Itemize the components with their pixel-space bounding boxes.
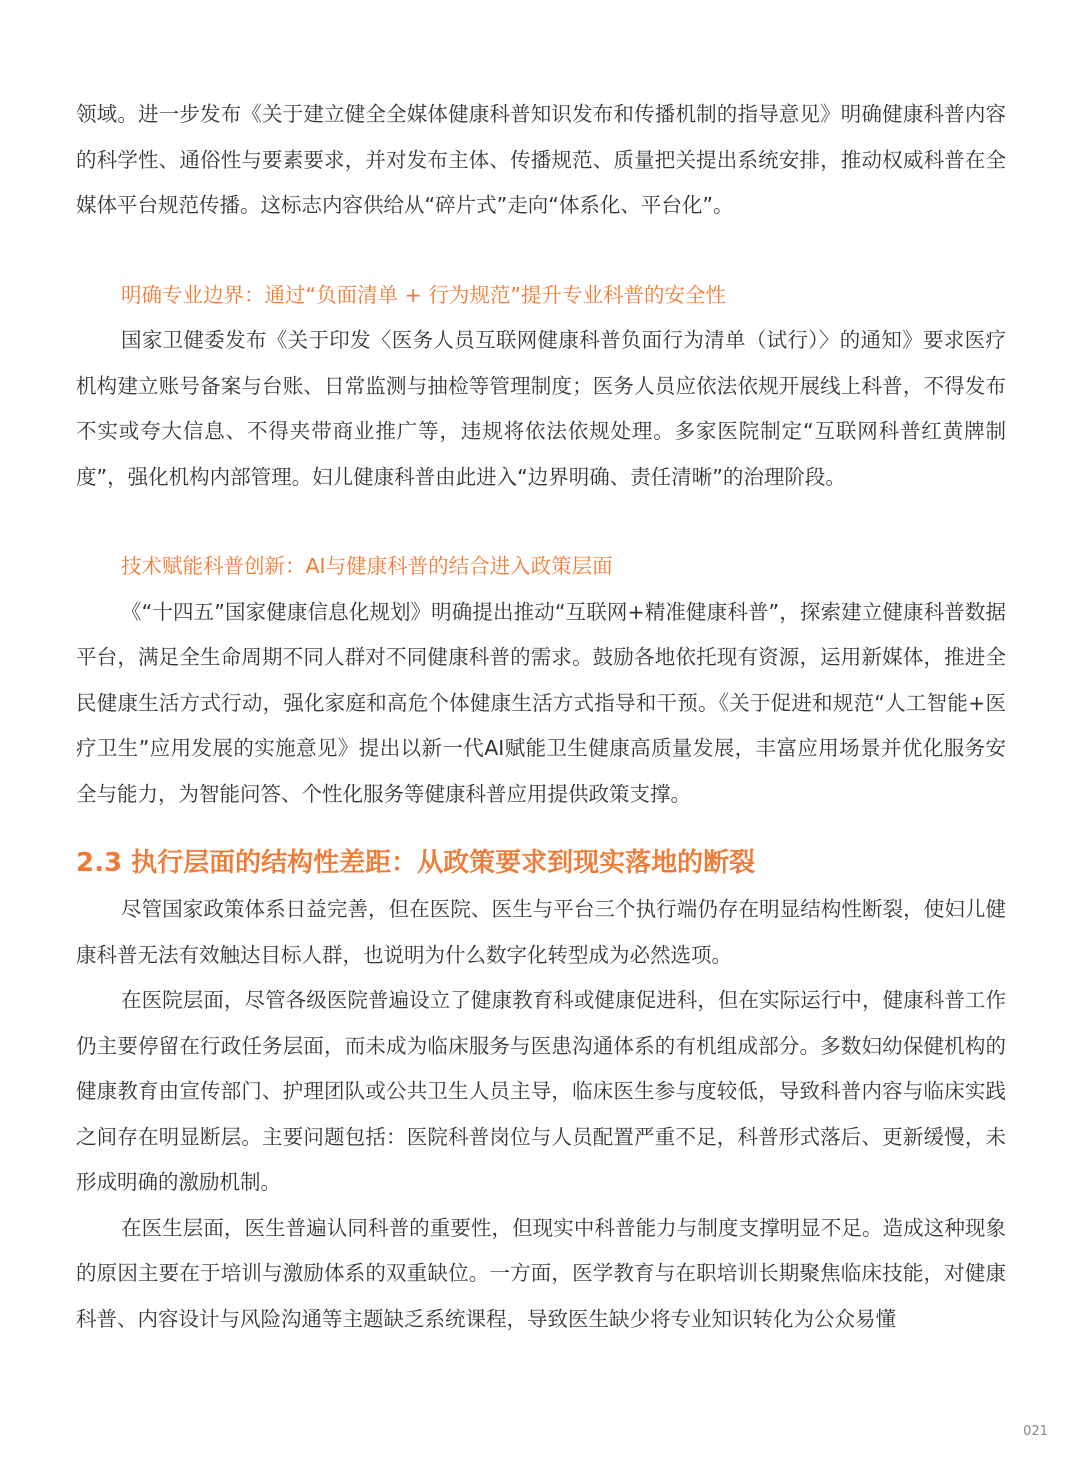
section-2-3-paragraph-1: 尽管国家政策体系日益完善，但在医院、医生与平台三个执行端仍存在明显结构性断裂，使妇儿健康科普无法有效触达目标人群，也说明为什么数字化转型成为必然选项。	[76, 897, 1006, 967]
subsection-title-ai-empowerment: 技术赋能科普创新：AI与健康科普的结合进入政策层面	[121, 554, 613, 578]
section-2-3-paragraph-2: 在医院层面，尽管各级医院普遍设立了健康教育科或健康促进科，但在实际运行中，健康科普工作仍主要停留在行政任务层面，而未成为临床服务与医患沟通体系的有机组成部分。多数妇幼保健机构的健康教育由宣传部门、护理团队或公共卫生人员主导，临床医生参与度较低，导致科普内容与临床实践之间存在明显断层。主要问题包括：医院科普岗位与人员配置严重不足，科普形式落后、更新缓慢，未形成明确的激励机制。	[76, 988, 1006, 1194]
subsection-body-ai-empowerment: 《“十四五”国家健康信息化规划》明确提出推动“互联网+精准健康科普”，探索建立健康科普数据平台，满足全生命周期不同人群对不同健康科普的需求。鼓励各地依托现有资源，运用新媒体，推进全民健康生活方式行动，强化家庭和高危个体健康生活方式指导和干预。《关于促进和规范“人工智能+医疗卫生”应用发展的实施意见》提出以新一代AI赋能卫生健康高质量发展，丰富应用场景并优化服务安全与能力，为智能问答、个性化服务等健康科普应用提供政策支撑。	[76, 599, 1006, 806]
spacer	[76, 500, 1006, 544]
spacer	[76, 817, 1006, 839]
spacer	[76, 229, 1006, 273]
subsection-title-professional-boundary: 明确专业边界：通过“负面清单 + 行为规范”提升专业科普的安全性	[121, 282, 726, 307]
section-2-3-paragraph-3: 在医生层面，医生普遍认同科普的重要性，但现实中科普能力与制度支撑明显不足。造成这种现象的原因主要在于培训与激励体系的双重缺位。一方面，医学教育与在职培训长期聚焦临床技能，对健康科普、内容设计与风险沟通等主题缺乏系统课程，导致医生缺少将专业知识转化为公众易懂	[76, 1215, 1006, 1331]
section-title-2-3: 2.3 执行层面的结构性差距：从政策要求到现实落地的断裂	[76, 848, 756, 878]
subsection-body-professional-boundary: 国家卫健委发布《关于印发〈医务人员互联网健康科普负面行为清单（试行）〉的通知》要求医疗机构建立账号备案与台账、日常监测与抽检等管理制度；医务人员应依法依规开展线上科普，不得发布不实或夸大信息、不得夹带商业推广等，违规将依法依规处理。多家医院制定“互联网科普红黄牌制度”，强化机构内部管理。妇儿健康科普由此进入“边界明确、责任清晰”的治理阶段。	[76, 328, 1006, 489]
page-content	[76, 92, 1006, 1342]
intro-paragraph: 领域。进一步发布《关于建立健全全媒体健康科普知识发布和传播机制的指导意见》明确健康科普内容的科学性、通俗性与要素要求，并对发布主体、传播规范、质量把关提出系统安排，推动权威科普在全媒体平台规范传播。这标志内容供给从“碎片式”走向“体系化、平台化”。	[76, 102, 1006, 217]
page-number: 021	[1023, 1424, 1048, 1439]
